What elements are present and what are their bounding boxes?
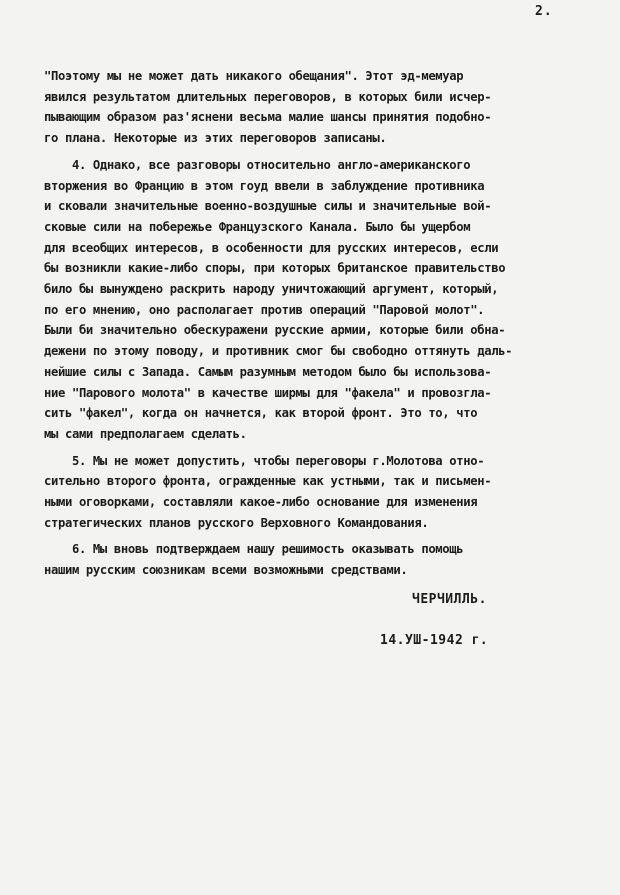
text-line: и сковали значительные военно-воздушные силы и значительные вой- [44,199,492,214]
text-line: нашим русским союзникам всеми возможными средствами. [44,563,408,578]
text-line: 4. Однако, все разговоры относительно англо-американского [44,157,471,172]
text-line: нейшие силы с Запада. Самым разумным методом было бы использова- [44,364,492,379]
text-line: для всеобщих интересов, в особенности для русских интересов, если [44,240,499,255]
date: 14.УШ-1942 г. [380,633,489,648]
paragraph-point-4 [44,155,604,445]
letter-body [44,66,604,587]
page-number: 2. [535,4,553,19]
text-line: явился результатом длительных переговоров, в которых били исчер- [44,89,492,104]
text-line: мы сами предполагаем сделать. [44,426,247,441]
paragraph-intro [44,66,604,149]
text-line: вторжения во Францию в этом гоуд ввели в заблуждение противника [44,178,485,193]
text-line: "Поэтому мы не может дать никакого обещания". Этот эд-мемуар [44,69,464,83]
paragraph-point-6 [44,539,604,580]
text-line: дежени по этому поводу, и противник смог бы свободно оттянуть даль- [44,344,513,359]
text-line: било бы вынуждено раскрить народу уничтожающий аргумент, который, [44,282,499,297]
text-line: по его мнению, оно располагает против операций "Паровой молот". [44,302,485,317]
text-line: бы возникли какие-либо споры, при которых британское правительство [44,261,506,276]
text-line: 5. Мы не может допустить, чтобы переговоры г.Молотова отно- [44,453,485,468]
text-line: сковые сили на побережье Французского Канала. Было бы ущербом [44,219,471,234]
text-line: пывающим образом раз'яснени весьма малие шансы принятия подобно- [44,110,492,125]
text-line: Были би значительно обескуражени русские армии, которые били обна- [44,323,506,338]
text-line: го плана. Некоторые из этих переговоров записаны. [44,131,387,146]
text-line: сительно второго фронта, огражденные как устными, так и письмен- [44,474,492,489]
text-line: ние "Парового молота" в качестве ширмы для "факела" и провозгла- [44,385,492,400]
text-line: стратегических планов русского Верховного Командования. [44,515,429,530]
text-line: 6. Мы вновь подтверждаем нашу решимость оказывать помощь [44,542,464,557]
paragraph-point-5 [44,451,604,534]
signature: ЧЕРЧИЛЛЬ. [412,592,487,607]
text-line: ными оговорками, составляли какое-либо основание для изменения [44,495,478,510]
text-line: сить "факел", когда он начнется, как второй фронт. Это то, что [44,406,478,421]
